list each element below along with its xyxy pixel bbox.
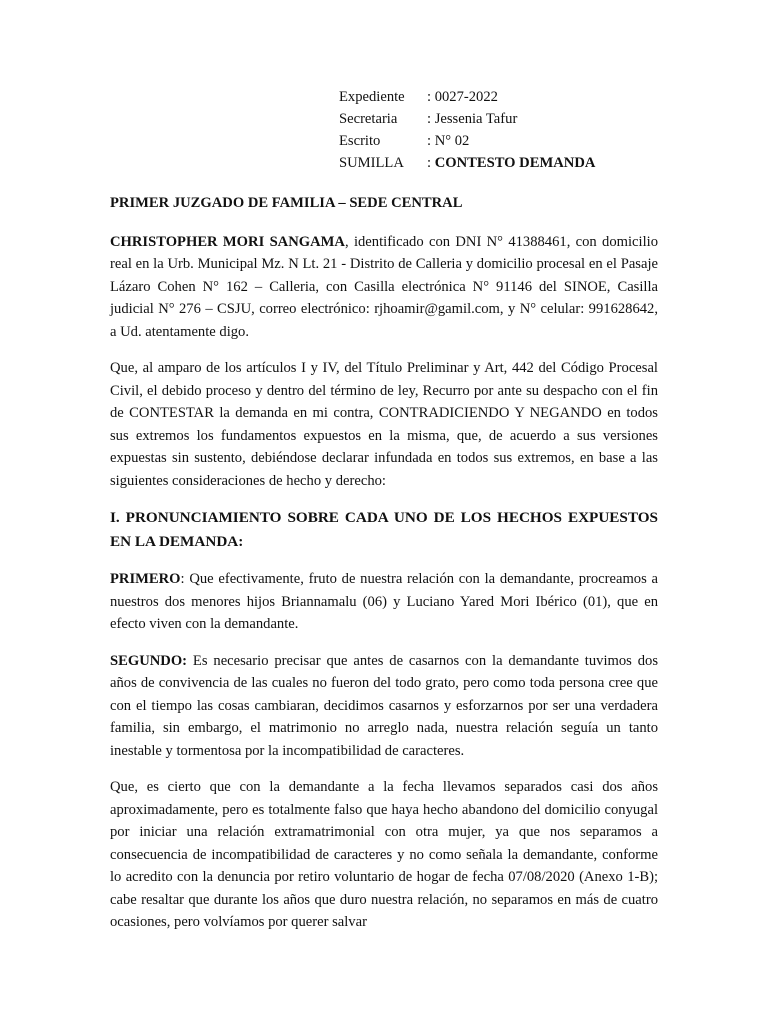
header-row-expediente bbox=[339, 86, 595, 108]
header-row-escrito bbox=[339, 130, 595, 152]
sumilla-value: CONTESTO DEMANDA bbox=[434, 155, 596, 171]
intro-text: , identificado con DNI N° 41388461, con domicilio real en la Urb. Municipal Mz. N Lt. 21 - Distrito de Calleria y domicilio procesal en el Pasaje Lázaro Cohen N° 162 – Calleria, con Casilla electrónica N° 91146 del SINOE, Casilla judicial N° 276 – CSJU, correo electrónico: rjhoamir@gamil.com, y N° celular: 991628642, a Ud. atentamente digo. bbox=[110, 233, 658, 340]
header-label: Escrito bbox=[339, 133, 381, 149]
header-value bbox=[427, 152, 595, 174]
section-title: I. PRONUNCIAMIENTO SOBRE CADA UNO DE LOS HECHOS EXPUESTOS EN LA DEMANDA: bbox=[110, 509, 658, 550]
final-paragraph: Que, es cierto que con la demandante a la fecha llevamos separados casi dos años aproximadamente, pero es totalmente falso que haya hecho abandono del domicilio conyugal por iniciar una relación extramatrimonial con otra mujer, ya que nos separamos a consecuencia de incompatibilidad de caracteres y no como señala la demandante, conforme lo acredito con la denuncia por retiro voluntario de hogar de fecha 07/08/2020 (Anexo 1-B); cabe resaltar que durante los años que duro nuestra relación, no separamos en más de cuatro ocasiones, pero volvíamos por querer salvar bbox=[110, 779, 658, 930]
header-value: : Jessenia Tafur bbox=[427, 111, 518, 127]
plaintiff-name: CHRISTOPHER MORI SANGAMA bbox=[110, 233, 345, 250]
primero-text: : Que efectivamente, fruto de nuestra relación con la demandante, procreamos a nuestros dos menores hijos Briannamalu (06) y Luciano Yared Mori Ibérico (01), que en efecto viven con la demandante. bbox=[110, 571, 658, 632]
intro-paragraph bbox=[110, 231, 658, 344]
court-title: PRIMER JUZGADO DE FAMILIA – SEDE CENTRAL bbox=[110, 195, 463, 211]
header-row-secretaria bbox=[339, 108, 595, 130]
header-label: Expediente bbox=[339, 89, 405, 105]
header-value-prefix: : bbox=[427, 155, 435, 171]
document-page bbox=[110, 86, 658, 948]
segundo-text: Es necesario precisar que antes de casarnos con la demandante tuvimos dos años de convivencia de las cuales no fueron del todo grato, pero como toda persona cree que con el tiempo las cosas cambiaran, decidimos casarnos y esforzarnos por ser una verdadera familia, sin embargo, el matrimonio no arreglo nada, nuestra relación seguía un tanto inestable y tormentosa por la incompatibilidad de caracteres. bbox=[110, 652, 658, 759]
segundo-label: SEGUNDO: bbox=[110, 652, 188, 669]
primero-paragraph bbox=[110, 568, 658, 636]
primero-label: PRIMERO bbox=[110, 571, 181, 587]
header-value: : N° 02 bbox=[427, 133, 470, 149]
header-row-sumilla bbox=[339, 152, 595, 174]
header-label: Secretaria bbox=[339, 111, 398, 127]
header-value: : 0027-2022 bbox=[427, 89, 498, 105]
segundo-paragraph bbox=[110, 650, 658, 763]
amparo-paragraph: Que, al amparo de los artículos I y IV, del Título Preliminar y Art, 442 del Código Procesal Civil, el debido proceso y dentro del término de ley, Recurro por ante su despacho con el fin de CONTESTAR la demanda en mi contra, CONTRADICIENDO Y NEGANDO en todos sus extremos los fundamentos expuestos en la misma, que, de acuerdo a sus versiones expuestas sin sustento, debiéndose declarar infundada en todos sus extremos, en base a las siguientes consideraciones de hecho y derecho: bbox=[110, 360, 658, 489]
header-label: SUMILLA bbox=[339, 155, 404, 171]
case-header bbox=[339, 86, 595, 174]
